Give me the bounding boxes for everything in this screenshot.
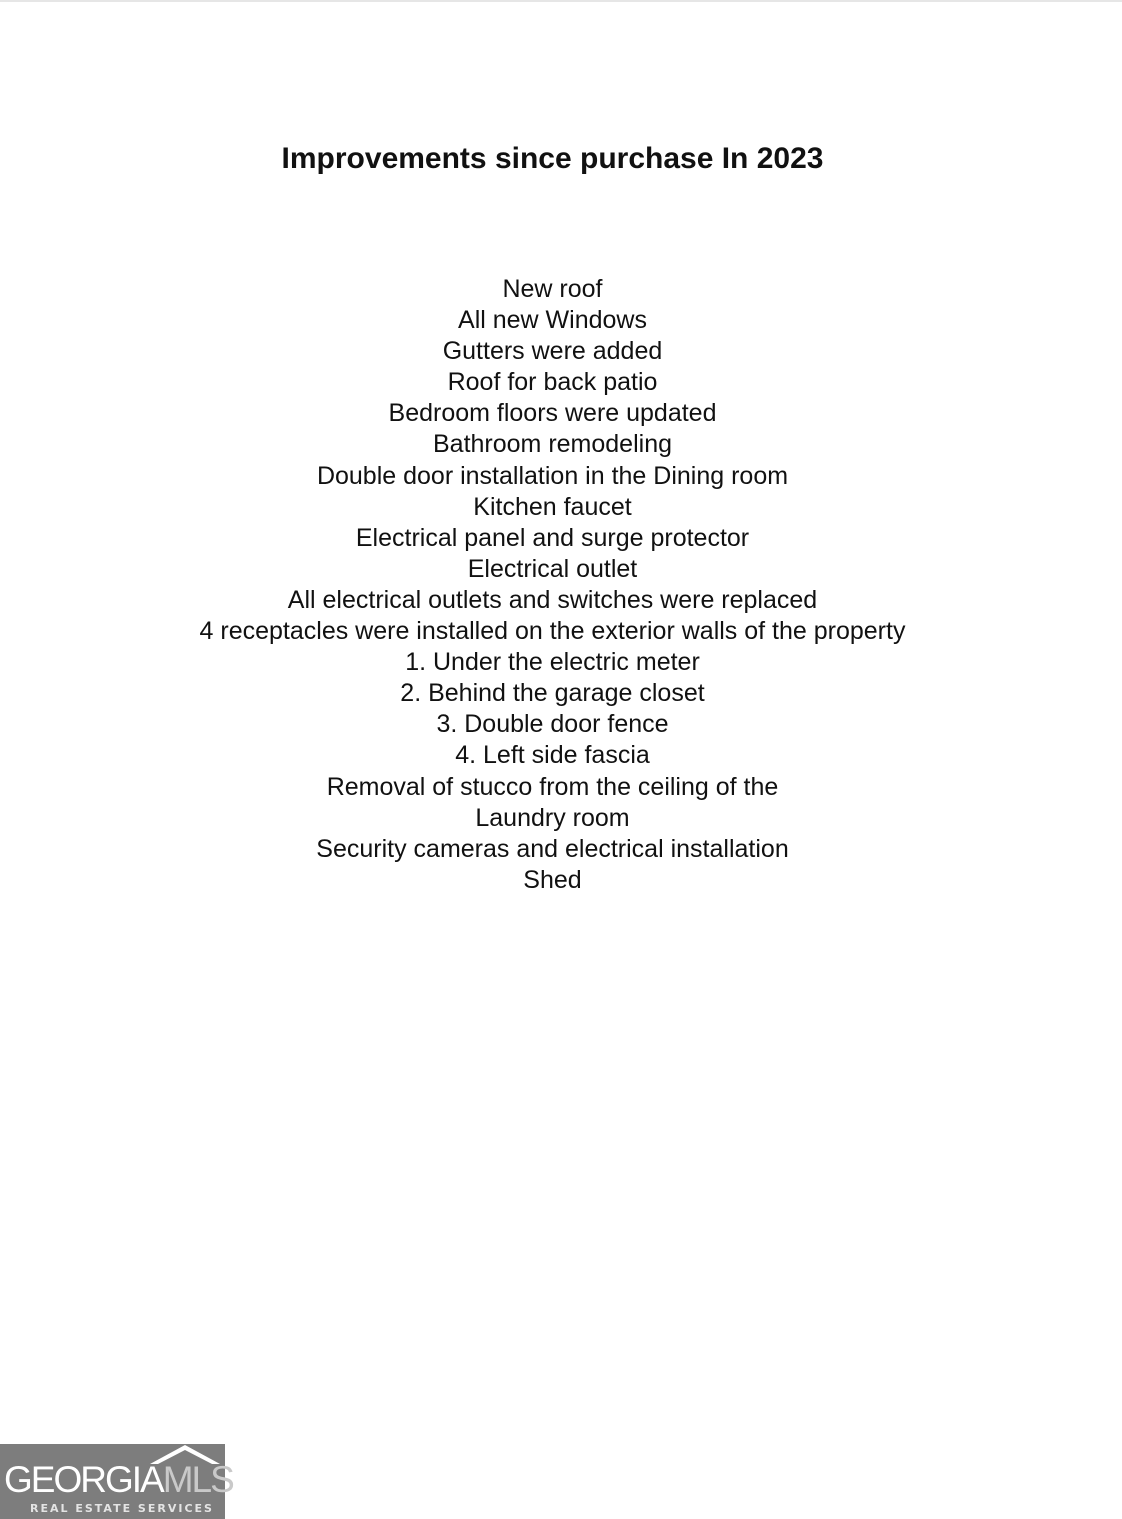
list-item: Double door installation in the Dining room	[316, 461, 789, 490]
list-item: Kitchen faucet	[473, 492, 632, 521]
improvements-list	[0, 274, 1105, 896]
page-title: Improvements since purchase In 2023	[281, 142, 824, 175]
list-item: 2. Behind the garage closet	[400, 679, 705, 708]
logo-wordmark: GEORGIAMLS	[4, 1459, 233, 1500]
list-item: Electrical panel and surge protector	[355, 523, 750, 552]
list-item: New roof	[502, 275, 603, 303]
list-item: 1. Under the electric meter	[405, 648, 700, 677]
list-item: Security cameras and electrical installation	[316, 834, 789, 863]
list-item: Shed	[523, 865, 582, 894]
list-item: Bathroom remodeling	[432, 430, 672, 459]
logo-tagline: REAL ESTATE SERVICES	[30, 1502, 214, 1515]
list-item: Bedroom floors were updated	[388, 399, 717, 428]
list-item: 4. Left side fascia	[455, 741, 650, 770]
list-item: All electrical outlets and switches were replaced	[287, 585, 818, 614]
list-item: Electrical outlet	[467, 554, 638, 583]
list-item: Laundry room	[475, 803, 630, 832]
list-item: Removal of stucco from the ceiling of the	[326, 772, 779, 801]
list-item: Roof for back patio	[447, 368, 658, 397]
georgia-mls-logo	[0, 1444, 233, 1519]
list-item: All new Windows	[458, 306, 647, 335]
list-item: Gutters were added	[442, 337, 663, 366]
list-item: 3. Double door fence	[436, 710, 669, 739]
list-item: 4 receptacles were installed on the exterior walls of the property	[199, 617, 906, 646]
top-divider	[0, 0, 1122, 2]
